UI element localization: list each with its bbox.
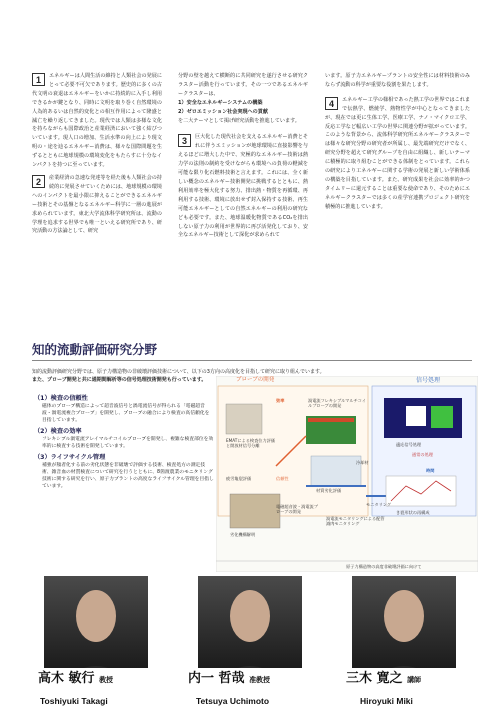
person-romaji: Toshiyuki Takagi (40, 696, 108, 706)
portrait-miki (352, 576, 456, 668)
paragraph-text: 産業経済の急速な発達等を経た後も人類社会の持続的に発展させていくためには、地球規模の環境へのインパクトを最小限に抑えることができるエネルギー技術とその基盤となるエネルギー科学に一層の進展が求められています。東北大学流体科学研究所は、流動の学理を追求する世界でも唯一といえる研究所であり、研究活動の方法論として、研究 (32, 174, 162, 235)
portrait-takagi (44, 576, 148, 668)
person-name (188, 672, 270, 687)
item-heading: （1）検査の信頼性 (34, 395, 88, 402)
column-1 (32, 72, 162, 240)
paragraph-1 (32, 72, 162, 170)
paragraph-text: エネルギー工学の様相であった熱工学の世界ではこれまで伝熱学、燃焼学、熱物性学が中心となってきましたが、現在では更に生体工学、医療工学、ナノ・マイクロ工学、反応工学など幅広い工学の世界に関連分野が拡がっています。このような背景から、流体科学研究所エネルギークラスターでは様々な研究分野の研究者が所属し、最先端研究だけでなく、研究分野を超えて研究グループを自由に組織し、新しいテーマに積極的に取り組むことができる体制をとっています。これらの研究により工ネルギーに関する学術の発展と新しい学術体系の構築を目指しています。また、研究成果を社会に効率的かつタイムリーに還元することは重要な使命であり、そのためにエネルギークラスターでは多くの産学官連携プロジェクト研究を積極的に推進しています。 (325, 96, 470, 210)
person-romaji: Tetsuya Uchimoto (196, 696, 270, 706)
person-name (346, 672, 421, 687)
person-name (38, 672, 113, 687)
lifecycle-label: 時間 (426, 468, 435, 473)
name-text: 内一 哲哉 (188, 671, 245, 686)
portrait-uchimoto (198, 576, 302, 668)
emat-desc: EMATによる検査位力評価と開放材信号分離 (226, 438, 276, 449)
item-heading: （2）検査の効率 (34, 428, 82, 435)
intro-text-bold: また、プローブ開発と共に通期間解析等の信号処理技術開発も行っています。 (32, 377, 207, 383)
crack-label: き裂形状の再構成 (396, 510, 430, 515)
paragraph-number: 3 (178, 134, 191, 147)
paragraph-3 (178, 133, 308, 240)
person-romaji: Hiroyuki Miki (360, 696, 413, 706)
paragraph-4 (325, 96, 470, 212)
paragraph-text: エネルギーは人間生活の維持と人類社会の発展にとって必要不可欠であります。歴史的に多くの古代文明の衰退はエネルギーをいかに持続的に入手し利用できるかが鍵となり、同時に文明を取り巻く自然環境の人為的あるいは自然的変化との相互作用によって隆盛と滅亡を繰り返してきました。現代では人類は多様な文化を持ちながらも国際政治と産業経済において強く結びついています。現人口の増加、生活水準の向上により現文明の・途を辿るエネルギー消費は、様々な国際問題を生ずるとともに地球規模の環境変化をもたらすに十分なインパクトを持つに至っています。 (32, 73, 162, 169)
role-text: 講師 (407, 676, 422, 684)
paragraph-continued (178, 72, 308, 125)
research-diagram (216, 376, 478, 572)
paragraph-text: を二大テーマとして掲げ研究活動を推進しています。 (178, 117, 300, 124)
emat-probe-label: 電磁超音波・渦電流プローブの開発 (276, 504, 318, 515)
diagram-caption: 原子力構造物の高度非破壊評価に向けて (346, 564, 422, 569)
paragraph-text: います。原子力エネルギープラントの安全性には材料技術のみならず流動の科学が重要な役割を果たします。 (325, 73, 470, 88)
degradation-label: 劣化機構解明 (230, 532, 256, 537)
efficiency-label: 効率 (276, 398, 285, 403)
paragraph-number: 4 (325, 97, 338, 110)
person-icon (352, 576, 456, 668)
role-text: 教授 (99, 676, 114, 684)
section-title: 知的流動評価研究分野 (32, 342, 158, 357)
theme-2: 2）ゼロエミッション社会実現への貢献 (178, 108, 268, 115)
paragraph-text: 巨大化した現代社会を支えるエネルギー消費とそれに伴うエミッションが地球環境に直接影響を与えるほどに増大した中で、究極的なエネルギー技術は熱力学の法則の制約を受けながらも環境への負荷の軽減を可能な限り化石燃料技術と言えます。これには、全く新しい概念のエネルギー技術開発に挑戦するとともに、熱利用効率を極大化する努力、排出熱・物質を再循環、再利用する技術、環境に放出せず封入保持する技術、再生可能エネルギーとしての自然エネルギーの利用の研究なども必要です。また、地球温暖化物質であるCO₂を排出しない原子力の利用が世界的に再び活発化しており、安全なエネルギー技術として深化が求められて (178, 134, 308, 239)
theme-1: 1）安全なエネルギーシステムの構築 (178, 99, 263, 106)
column-3 (325, 72, 470, 216)
role-text: 准教授 (249, 676, 271, 684)
signal-label: 信号処理 (416, 377, 441, 384)
item-body: 磁体のプローブ構造によって超音波信号と渦電流信号が得られる「電磁超音波・渦電流複合プローブ」を開発し、プローブの融合により検査の高信頼化を目指しています。 (42, 404, 210, 423)
intro-text: 知的流動評価研究分野では、原子力構造物の非破壊評価技術について、以下の3方向の高度化を目指して研究に取り組んでいます。 (32, 369, 325, 375)
material-label: 材質劣化評価 (316, 488, 342, 493)
person-icon (44, 576, 148, 668)
person-icon (198, 576, 302, 668)
fatigue-label: 疲労亀裂評価 (226, 476, 252, 481)
cooling-label: 冷却材 (356, 460, 369, 465)
flex-desc: 渦電流フレキシブルマルチコイルプローブの開発 (308, 398, 366, 409)
name-text: 三木 寛之 (346, 671, 403, 686)
research-items (34, 392, 214, 493)
paragraph-text: 分野の壁を越えて横断的に共同研究を遂行させる研究クラスター活動を行っています。その一つであるエネルギークラスターは、 (178, 73, 308, 97)
monitor-small-label: モニタリング (366, 502, 392, 507)
normal-label: 通常の処理 (412, 452, 433, 457)
monitor-label: 渦電流モニタリングによる配管減肉モニタリング (326, 516, 385, 527)
name-text: 高木 敏行 (38, 671, 95, 686)
paragraph-number: 2 (32, 175, 45, 188)
item-body: 補強が頻者化する前の劣化状態を非破壊で評価する技術、検査処方の測定技術、雑音血の材質検査について研究を行うとともに、8箇渡農業のモニタリング技術に関する研究を行い、原子力プラントの高度なライフサイクル管理を目指しています。 (42, 463, 214, 489)
column-2 (178, 72, 308, 244)
reliability-label: 信頼性 (276, 476, 289, 481)
paragraph-2 (32, 174, 162, 236)
adaptive-label: 適応信号処理 (396, 442, 422, 447)
section-divider (32, 360, 472, 361)
item-heading: （3）ライフサイクル管理 (34, 454, 106, 461)
item-body: フレキシブル渦電流アレイマルチコイルプローブを開発し、複雑な検査部位を効率的に検査する技術を開発しています。 (42, 437, 214, 449)
paragraph-continued (325, 72, 470, 90)
probe-label: プローブの開発 (236, 377, 275, 383)
paragraph-number: 1 (32, 73, 45, 86)
